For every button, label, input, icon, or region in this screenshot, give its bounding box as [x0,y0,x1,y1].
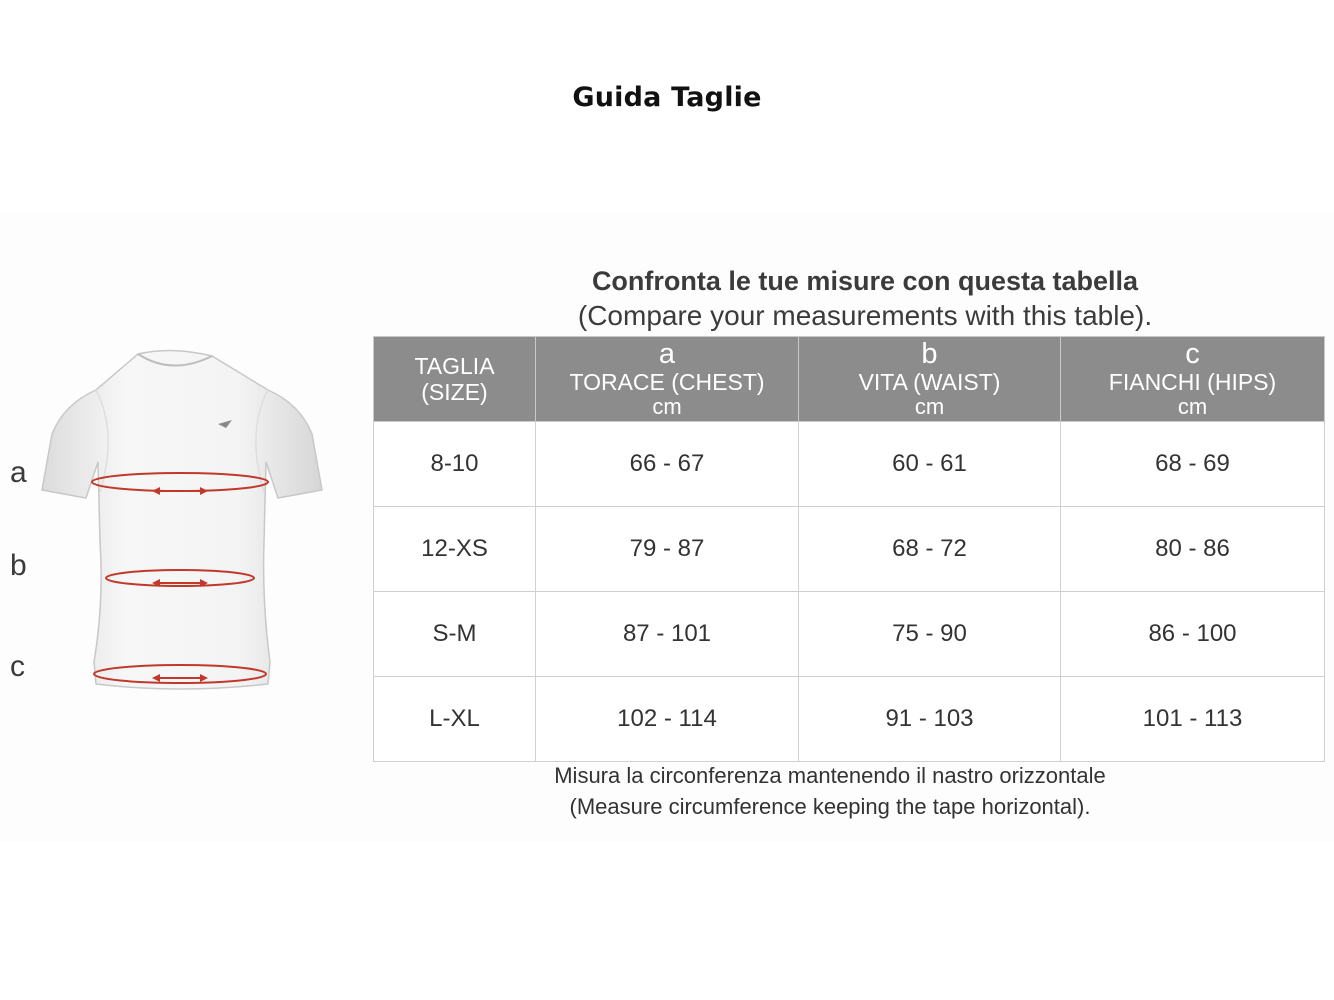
marker-a: a [10,456,27,489]
cell-size: 12-XS [374,507,536,592]
cell-hips: 86 - 100 [1061,592,1325,677]
header-chest-label: TORACE (CHEST) [569,369,765,395]
header-chest-letter: a [658,338,676,370]
cell-size: S-M [374,592,536,677]
header-chest [536,337,799,422]
header-waist [799,337,1061,422]
cell-waist: 75 - 90 [799,592,1061,677]
header-size-label2: (SIZE) [421,379,488,405]
tshirt-body [42,350,322,689]
table-row [374,677,1325,762]
cell-hips: 101 - 113 [1061,677,1325,762]
header-size-label: TAGLIA [414,353,495,379]
header-hips-unit: cm [1177,394,1208,419]
cell-size: L-XL [374,677,536,762]
page-title: Guida Taglie [572,82,762,113]
footnote-italian: Misura la circonferenza mantenendo il nastro orizzontale [554,763,1106,788]
header-hips [1061,337,1325,422]
tshirt-illustration [0,342,340,702]
header-waist-unit: cm [914,394,945,419]
cell-size: 8-10 [374,422,536,507]
cell-hips: 80 - 86 [1061,507,1325,592]
cell-waist: 91 - 103 [799,677,1061,762]
header-waist-letter: b [921,338,938,370]
size-guide-image [0,212,1334,842]
cell-chest: 102 - 114 [536,677,799,762]
table-row [374,422,1325,507]
header-size [374,337,536,422]
header-hips-label: FIANCHI (HIPS) [1108,369,1277,395]
table-row [374,507,1325,592]
cell-hips: 68 - 69 [1061,422,1325,507]
cell-chest: 66 - 67 [536,422,799,507]
footnote-english: (Measure circumference keeping the tape horizontal). [569,794,1091,819]
table-header-row [374,337,1325,422]
cell-chest: 87 - 101 [536,592,799,677]
size-table [373,336,1325,762]
cell-waist: 60 - 61 [799,422,1061,507]
header-waist-label: VITA (WAIST) [858,369,1001,395]
header-chest-unit: cm [652,394,682,419]
table-row [374,592,1325,677]
cell-chest: 79 - 87 [536,507,799,592]
header-hips-letter: c [1185,338,1200,370]
cell-waist: 68 - 72 [799,507,1061,592]
table-subheading: (Compare your measurements with this table). [577,300,1153,331]
marker-c: c [10,650,25,683]
marker-b: b [10,549,27,582]
table-heading: Confronta le tue misure con questa tabella [591,266,1139,296]
